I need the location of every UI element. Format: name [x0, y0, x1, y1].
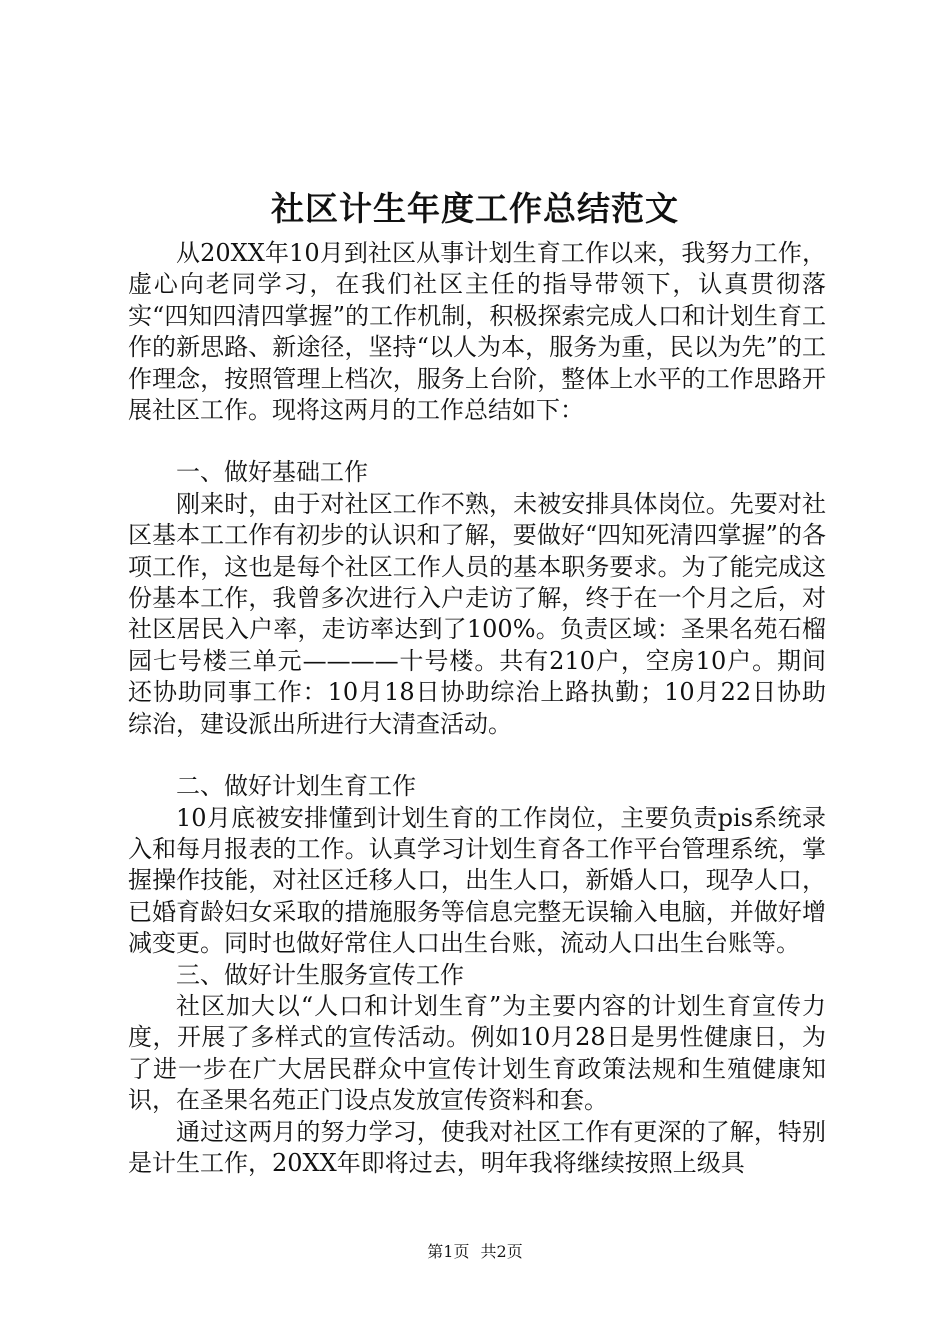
section-heading-publicity: 三、做好计生服务宣传工作 — [176, 960, 464, 989]
page-total: 共2页 — [480, 1242, 523, 1261]
section-text-publicity: 社区加大以“人口和计划生育”为主要内容的计划生育宣传力度，开展了多样式的宣传活动。例如10月28日是男性健康日，为了进一步在广大居民群众中宣传计划生育政策法规和生殖健康知识，在圣果名苑正门设点发放宣传资料和套。 — [128, 991, 826, 1115]
page-number: 第1页 — [427, 1242, 470, 1261]
intro-paragraph: 从20XX年10月到社区从事计划生育工作以来，我努力工作，虚心向老同学习，在我们社区主任的指导带领下，认真贯彻落实“四知四清四掌握”的工作机制，积极探索完成人口和计划生育工作的新思路、新途径，坚持“以人为本，服务为重，民以为先”的工作理念，按照管理上档次，服务上台阶，整体上水平的工作思路开展社区工作。现将这两月的工作总结如下： — [128, 239, 826, 425]
page-footer — [0, 1242, 950, 1262]
section-heading-family-planning: 二、做好计划生育工作 — [176, 772, 416, 801]
section-text-family-planning: 10月底被安排懂到计划生育的工作岗位，主要负责pis系统录入和每月报表的工作。认真学习计划生育各工作平台管理系统，掌握操作技能，对社区迁移人口，出生人口，新婚人口，现孕人口，已婚育龄妇女采取的措施服务等信息完整无误输入电脑，并做好增减变更。同时也做好常住人口出生台账，流动人口出生台账等。 — [128, 803, 826, 958]
section-text-basic-work: 刚来时，由于对社区工作不熟，未被安排具体岗位。先要对社区基本工工作有初步的认识和了解，要做好“四知死清四掌握”的各项工作，这也是每个社区工作人员的基本职务要求。为了能完成这份基本工作，我曾多次进行入户走访了解，终于在一个月之后，对社区居民入户率，走访率达到了100%。负责区域：圣果名苑石榴园七号楼三单元————十号楼。共有210户，空房10户。期间还协助同事工作：10月18日协助综治上路执勤；10月22日协助综治，建设派出所进行大清查活动。 — [128, 489, 826, 738]
document-title: 社区计生年度工作总结范文 — [271, 189, 679, 228]
section-heading-basic-work: 一、做好基础工作 — [176, 458, 368, 487]
closing-paragraph: 通过这两月的努力学习，使我对社区工作有更深的了解，特别是计生工作，20XX年即将过去，明年我将继续按照上级具 — [128, 1117, 826, 1177]
document-body — [128, 238, 826, 1179]
